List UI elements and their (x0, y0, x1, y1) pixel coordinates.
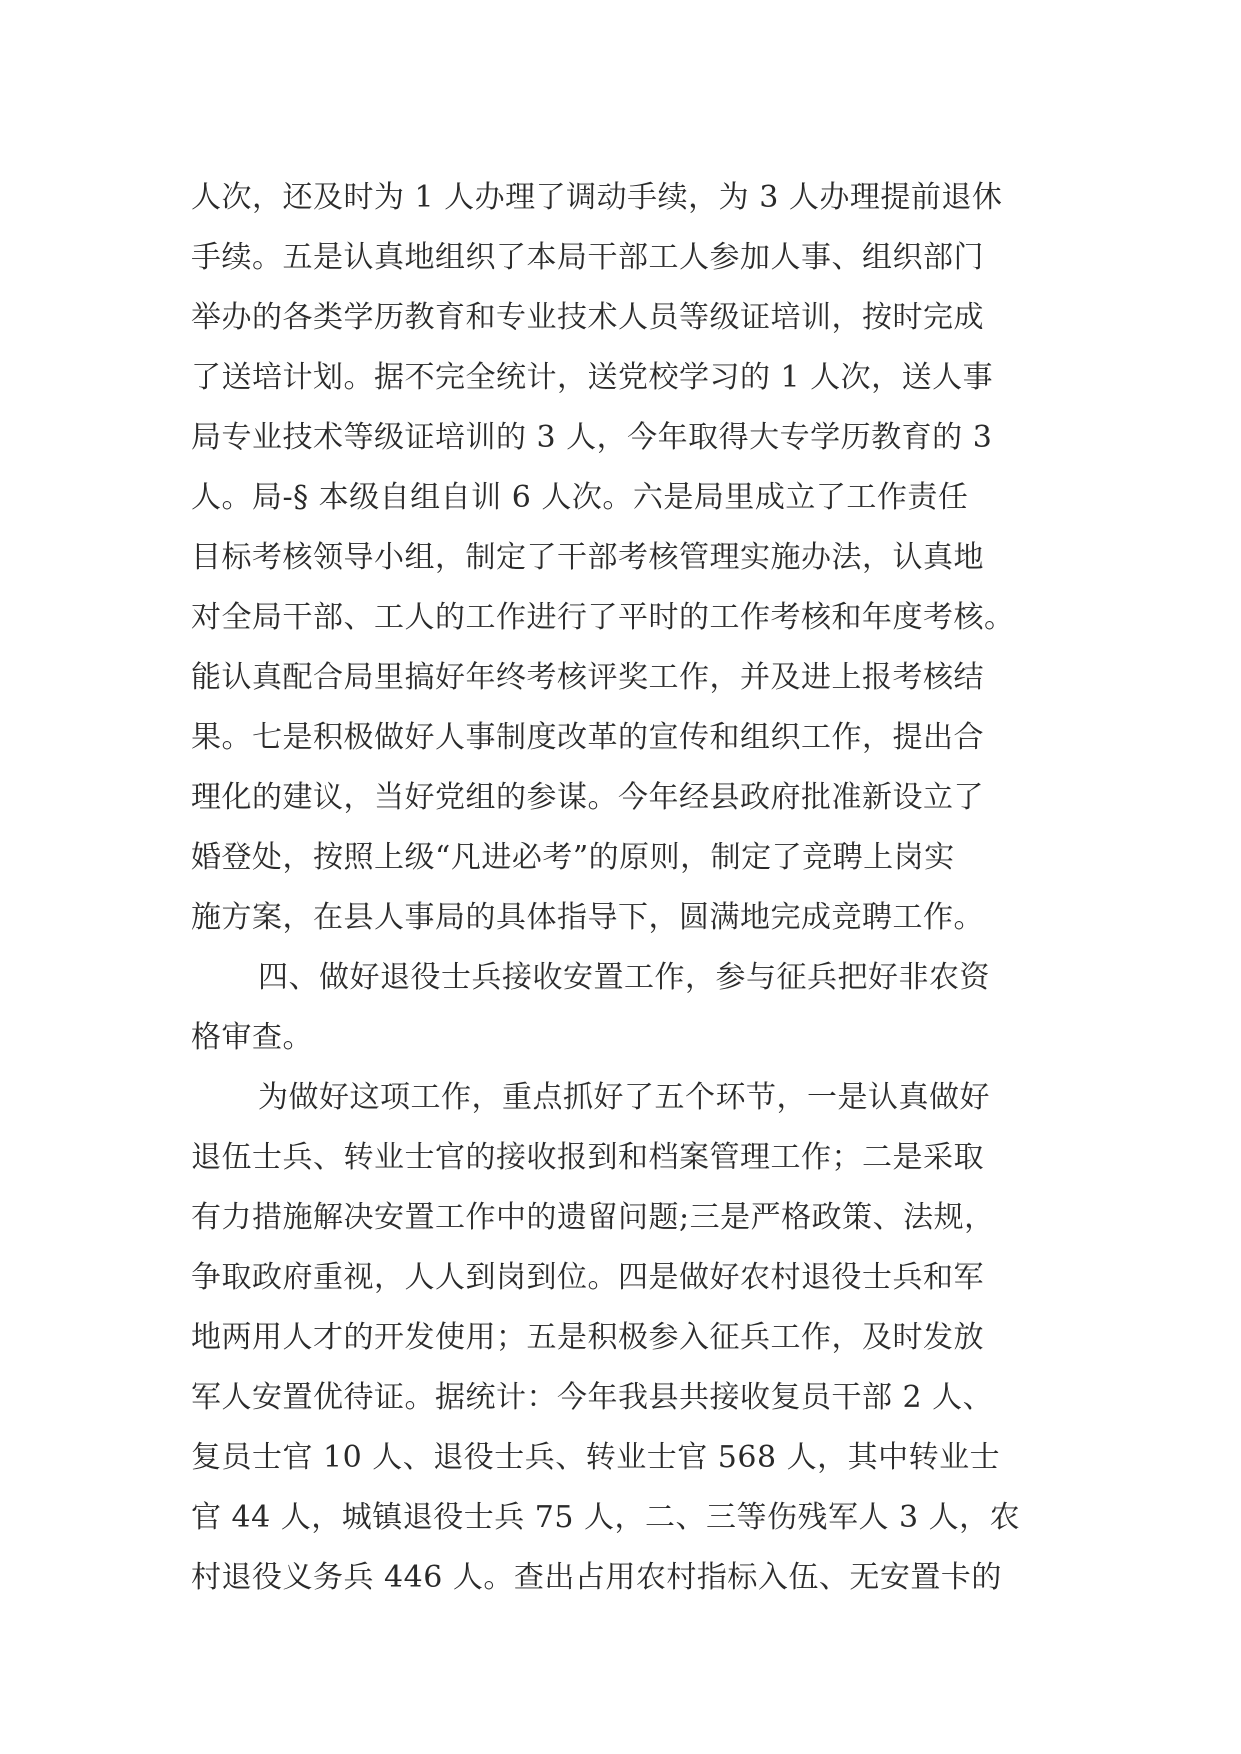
text-line: 手续。五是认真地组织了本局干部工人参加人事、组织部门 (191, 240, 984, 275)
text-line: 争取政府重视，人人到岗到位。四是做好农村退役士兵和军 (191, 1260, 984, 1295)
body-text (191, 168, 1071, 1608)
text-line: 果。七是积极做好人事制度改革的宣传和组织工作，提出合 (191, 720, 984, 755)
text-line: 能认真配合局里搞好年终考核评奖工作，并及进上报考核结 (191, 660, 984, 695)
text-line: 人次，还及时为 1 人办理了调动手续，为 3 人办理提前退休 (191, 180, 1003, 215)
text-line: 婚登处，按照上级“凡进必考”的原则，制定了竞聘上岗实 (191, 840, 955, 875)
text-line: 人。局-§ 本级自组自训 6 人次。六是局里成立了工作责任 (191, 480, 969, 515)
text-line: 理化的建议，当好党组的参谋。今年经县政府批准新设立了 (191, 780, 984, 815)
text-line: 举办的各类学历教育和专业技术人员等级证培训，按时完成 (191, 300, 984, 335)
text-line: 退伍士兵、转业士官的接收报到和档案管理工作；二是采取 (191, 1140, 984, 1175)
text-line: 施方案，在县人事局的具体指导下，圆满地完成竞聘工作。 (191, 900, 984, 935)
text-line: 官 44 人，城镇退役士兵 75 人，二、三等伤残军人 3 人，农 (191, 1500, 1021, 1535)
text-line: 地两用人才的开发使用；五是积极参入征兵工作，及时发放 (191, 1320, 984, 1355)
text-line: 复员士官 10 人、退役士兵、转业士官 568 人，其中转业士 (191, 1440, 1001, 1475)
text-line: 目标考核领导小组，制定了干部考核管理实施办法，认真地 (191, 540, 984, 575)
text-line: 对全局干部、工人的工作进行了平时的工作考核和年度考核。 (191, 600, 1015, 635)
text-line: 有力措施解决安置工作中的遗留问题;三是严格政策、法规， (191, 1200, 995, 1235)
section-heading-continued: 格审查。 (191, 1020, 313, 1055)
text-line: 局专业技术等级证培训的 3 人，今年取得大专学历教育的 3 (191, 420, 993, 455)
text-line: 村退役义务兵 446 人。查出占用农村指标入伍、无安置卡的 (191, 1560, 1002, 1595)
text-line: 了送培计划。据不完全统计，送党校学习的 1 人次，送人事 (191, 360, 994, 395)
section-heading: 四、做好退役士兵接收安置工作，参与征兵把好非农资 (258, 960, 990, 995)
text-line: 军人安置优待证。据统计：今年我县共接收复员干部 2 人、 (191, 1380, 994, 1415)
paragraph-start: 为做好这项工作，重点抓好了五个环节，一是认真做好 (258, 1080, 990, 1115)
